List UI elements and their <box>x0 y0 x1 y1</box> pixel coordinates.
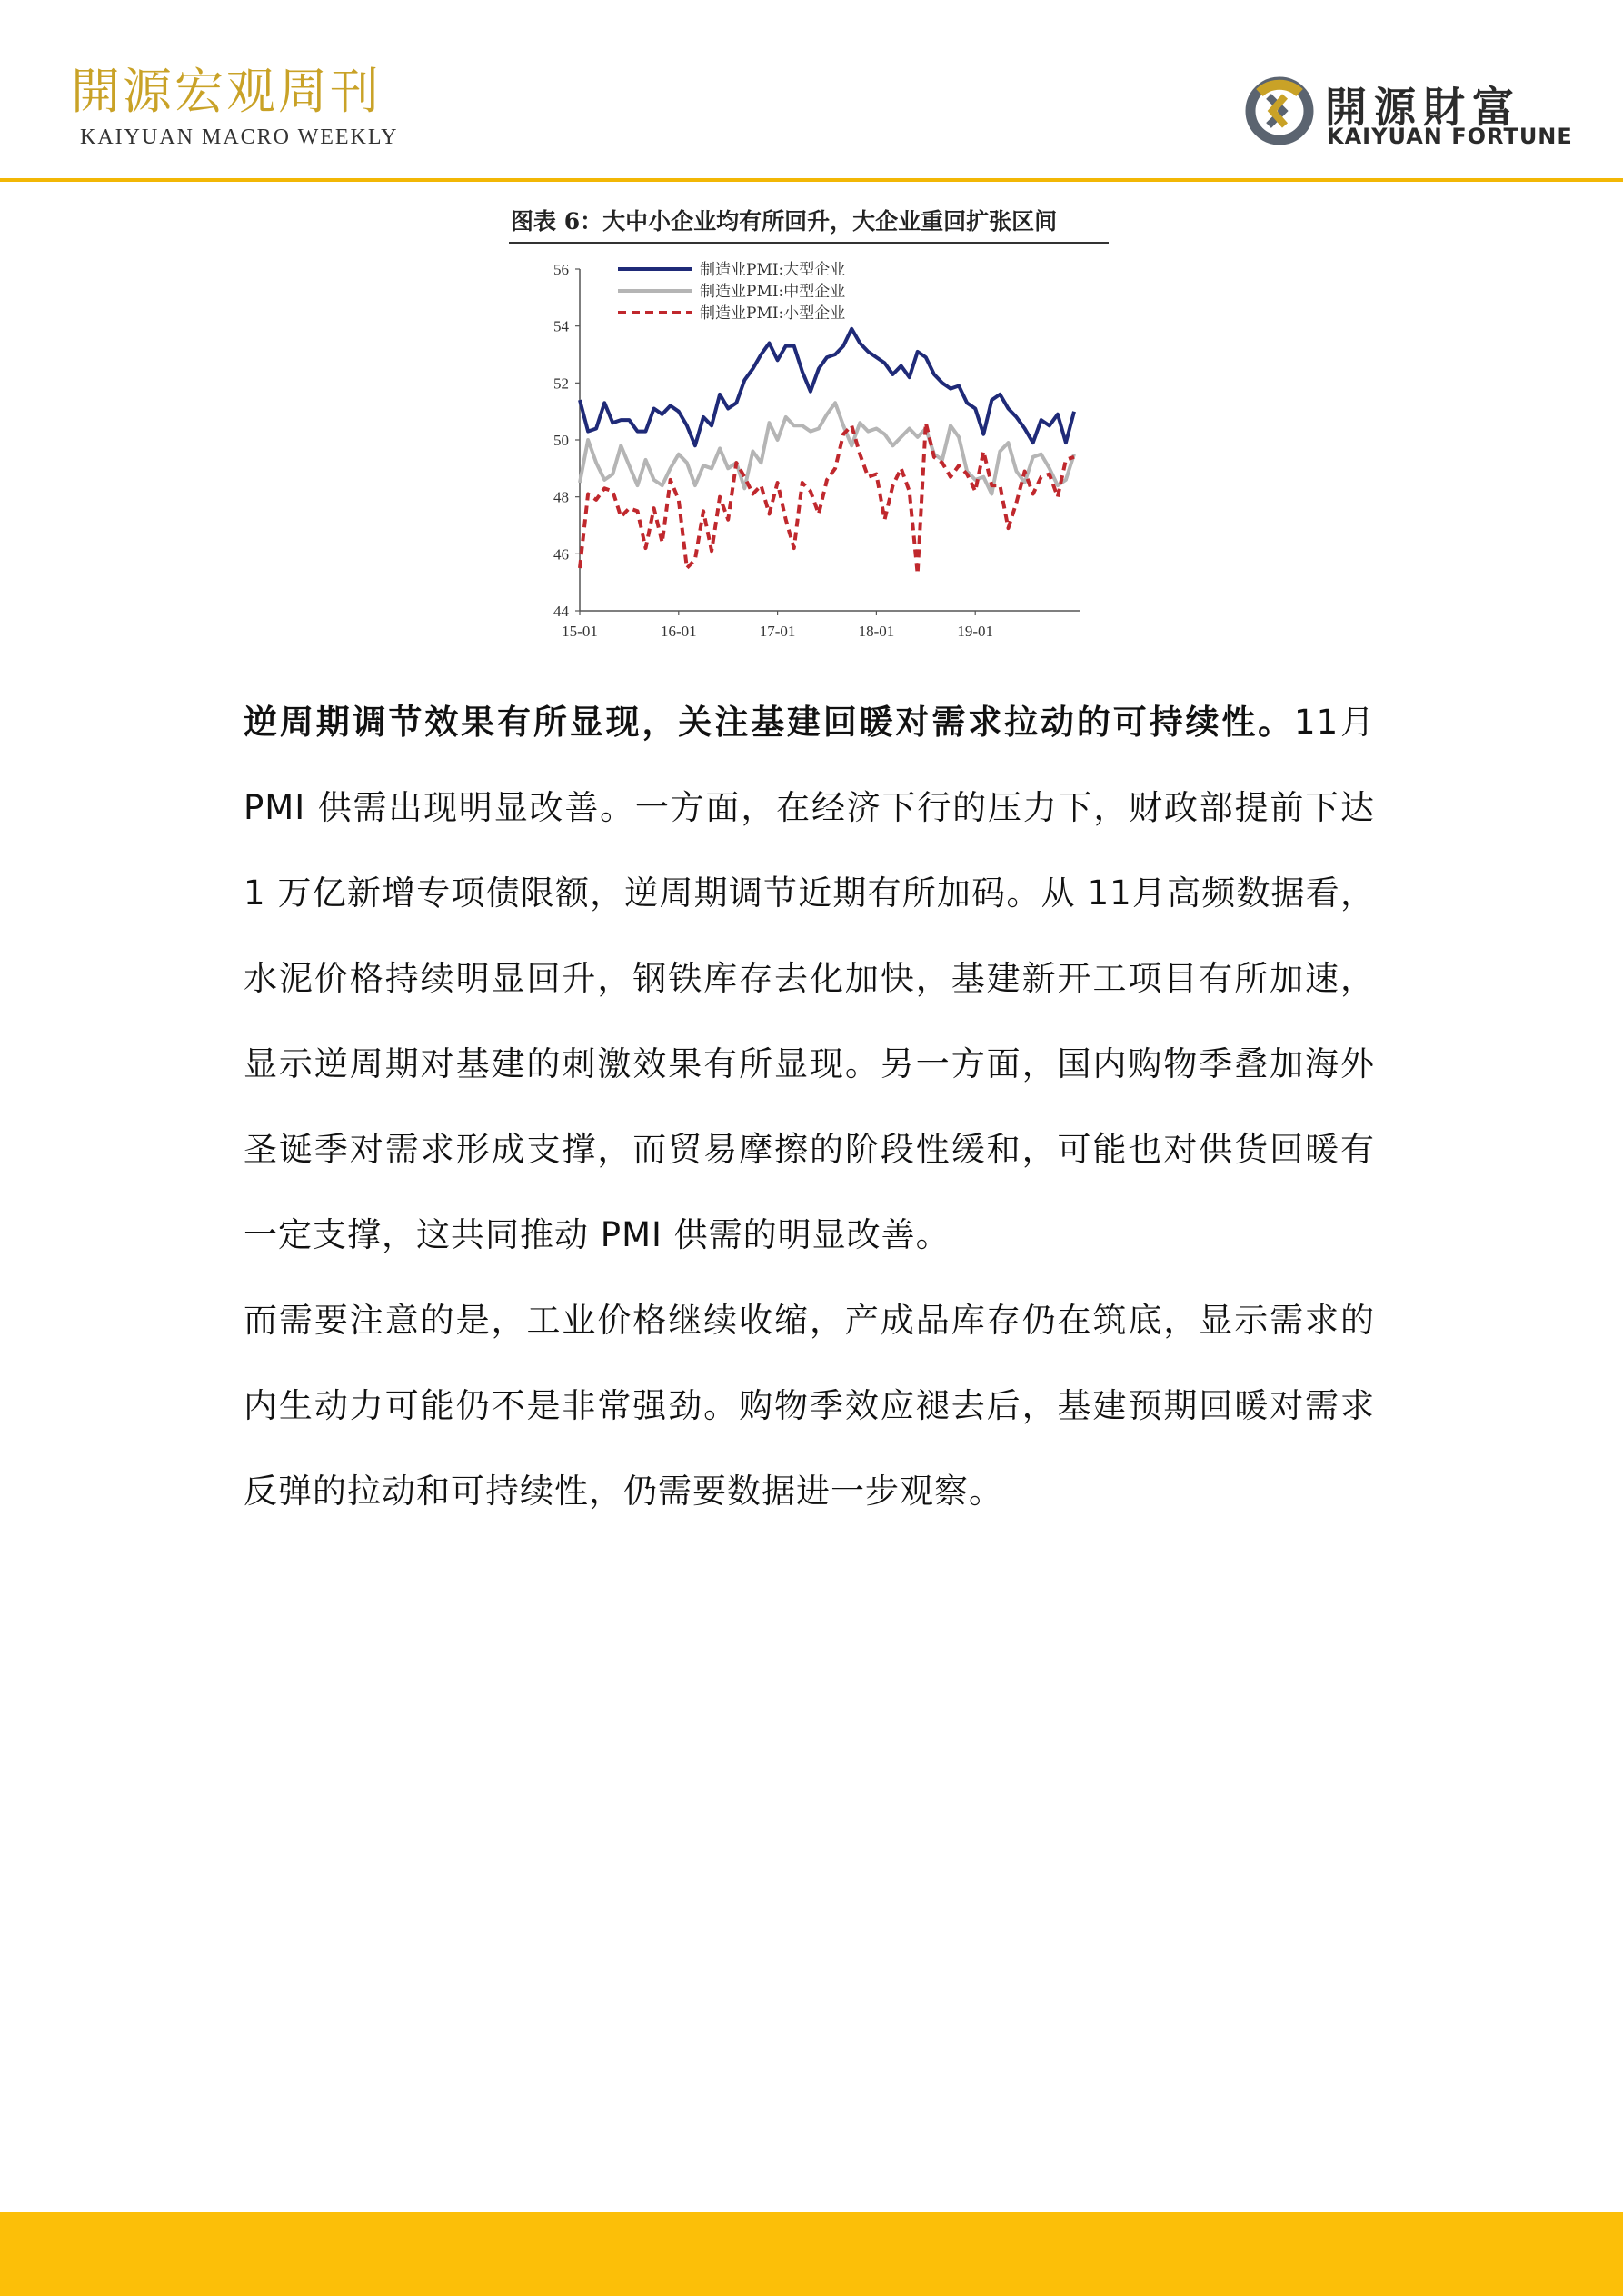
series-line-small <box>580 423 1074 574</box>
paragraph-1-text: 11月 PMI 供需出现明显改善。一方面，在经济下行的压力下，财政部提前下达 1 万亿新增专项债限额，逆周期调节近期有所加码。从 11月高频数据看，水泥价格持续明显回升，钢铁库存去化加快，基建新开工项目有所加速，显示逆周期对基建的刺激效果有所显现。另一方面，国内购物季叠加海外圣诞季对需求形成支撑，而贸易摩擦的阶段性缓和，可能也对供货回暖有一定支撑，这共同推动 PMI 供需的明显改善。 <box>244 703 1375 1254</box>
page-header <box>0 0 1623 182</box>
x-tick-label: 16-01 <box>660 623 697 640</box>
chart-title: 图表 6：大中小企业均有所回升，大企业重回扩张区间 <box>511 208 1058 235</box>
y-tick-label: 52 <box>553 374 569 393</box>
x-tick-label: 19-01 <box>957 623 994 640</box>
kaiyuan-logo-icon <box>1241 73 1318 149</box>
publication-subtitle: KAIYUAN MACRO WEEKLY <box>80 125 399 149</box>
logo-chinese-text: 開源財富 <box>1325 83 1521 132</box>
y-tick-label: 48 <box>553 488 569 506</box>
publication-title: 開源宏观周刊 <box>71 63 382 120</box>
paragraph-1 <box>244 680 1375 1278</box>
legend-label: 制造业PMI:中型企业 <box>700 283 846 301</box>
company-logo <box>1241 73 1573 155</box>
x-tick-label: 18-01 <box>858 623 895 640</box>
y-tick-label: 50 <box>553 432 569 449</box>
paragraph-2: 而需要注意的是，工业价格继续收缩，产成品库存仍在筑底，显示需求的内生动力可能仍不是非常强劲。购物季效应褪去后，基建预期回暖对需求反弹的拉动和可持续性，仍需要数据进一步观察。 <box>244 1301 1375 1511</box>
x-tick-label: 15-01 <box>562 623 598 640</box>
y-tick-label: 46 <box>553 545 569 564</box>
pmi-line-chart <box>491 247 1118 662</box>
paragraph-lead-bold: 逆周期调节效果有所显现，关注基建回暖对需求拉动的可持续性。 <box>244 703 1295 742</box>
article-body <box>244 680 1375 1534</box>
legend-label: 制造业PMI:小型企业 <box>700 304 846 323</box>
footer-bar <box>0 2212 1623 2296</box>
y-tick-label: 56 <box>553 261 569 278</box>
logo-english-text: KAIYUAN FORTUNE <box>1327 124 1573 149</box>
legend-label: 制造业PMI:大型企业 <box>700 261 846 279</box>
y-tick-label: 44 <box>553 603 569 620</box>
chart-title-divider <box>509 242 1109 244</box>
header-divider <box>0 178 1623 182</box>
y-tick-label: 54 <box>553 317 569 335</box>
pmi-chart <box>491 247 1118 662</box>
x-tick-label: 17-01 <box>759 623 796 640</box>
series-line-large <box>580 329 1074 446</box>
